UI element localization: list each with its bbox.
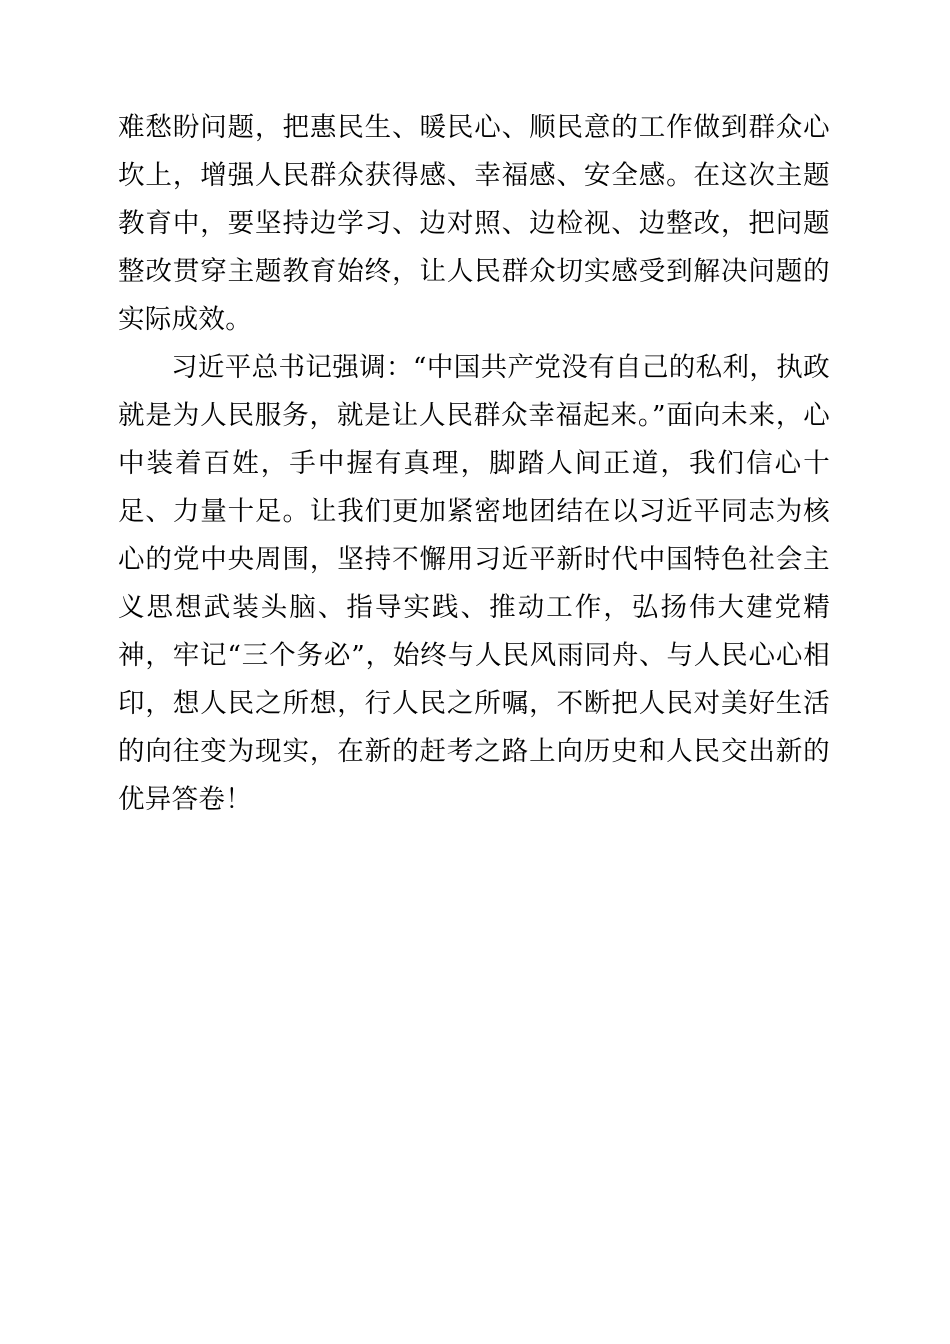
document-text-body bbox=[118, 104, 830, 824]
paragraph-continuation: 难愁盼问题，把惠民生、暖民心、顺民意的工作做到群众心坎上，增强人民群众获得感、幸福感、安全感。在这次主题教育中，要坚持边学习、边对照、边检视、边整改，把问题整改贯穿主题教育始终，让人民群众切实感受到解决问题的实际成效。 bbox=[118, 112, 830, 335]
paragraph-closing: 习近平总书记强调：“中国共产党没有自己的私利，执政就是为人民服务，就是让人民群众幸福起来。”面向未来，心中装着百姓，手中握有真理，脚踏人间正道，我们信心十足、力量十足。让我们更加紧密地团结在以习近平同志为核心的党中央周围，坚持不懈用习近平新时代中国特色社会主义思想武装头脑、指导实践、推动工作，弘扬伟大建党精神，牢记“三个务必”，始终与人民风雨同舟、与人民心心相印，想人民之所想，行人民之所嘱，不断把人民对美好生活的向往变为现实，在新的赶考之路上向历史和人民交出新的优异答卷！ bbox=[118, 352, 830, 815]
